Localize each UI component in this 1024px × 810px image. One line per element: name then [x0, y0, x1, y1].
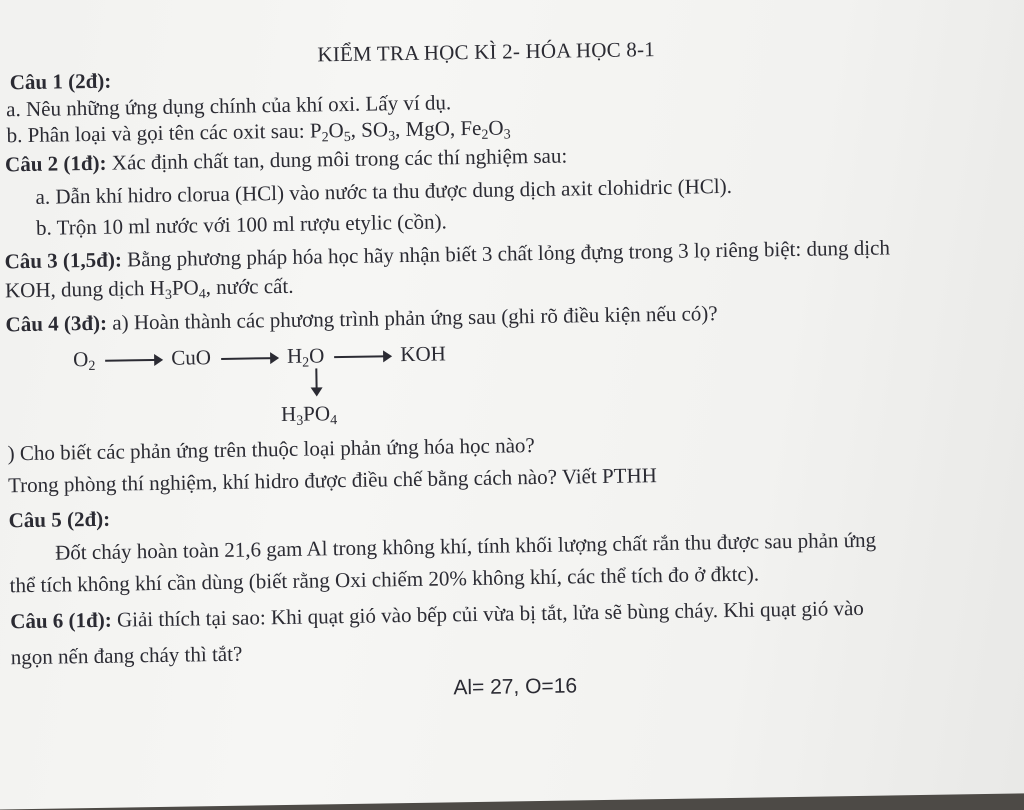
- q2-line: [5, 143, 568, 176]
- q4-part-c: Trong phòng thí nghiệm, khí hidro được điều chế bằng cách nào? Viết PTHH: [7, 463, 658, 498]
- q2-part-b: b. Trộn 10 ml nước với 100 ml rượu etylic (cồn).: [35, 209, 447, 240]
- atomic-masses: Al= 27, O=16: [453, 674, 578, 700]
- page-title: KIỂM TRA HỌC KÌ 2- HÓA HỌC 8-1: [317, 37, 656, 67]
- right-arrow-icon: [105, 359, 161, 362]
- q3-heading: Câu 3 (1,5đ):: [4, 247, 123, 274]
- formula-cuo: CuO: [171, 345, 212, 370]
- right-arrow-icon: [221, 357, 277, 360]
- formula-h2o: $H_2O$: [286, 343, 325, 371]
- q5-line-1: Đốt cháy hoàn toàn 21,6 gam Al trong không khí, tính khối lượng chất rắn thu được sau phản ứng: [54, 527, 877, 565]
- q6-text: Giải thích tại sao: Khi quạt gió vào bếp củi vừa bị tắt, lửa sẽ bùng cháy. Khi quạt gió vào: [111, 595, 864, 632]
- q3-line-2: KOH, dung dịch $H_3PO_4$, nước cất.: [4, 273, 294, 303]
- right-arrow-icon: [334, 355, 390, 358]
- q4-text: a) Hoàn thành các phương trình phản ứng sau (ghi rõ điều kiện nếu có)?: [106, 301, 718, 335]
- formula-koh: KOH: [400, 341, 446, 367]
- q3-line: [4, 235, 890, 273]
- formula-o2: $O_2$: [72, 347, 96, 375]
- q1-part-b-text: b. Phân loại và gọi tên các oxit sau:: [6, 118, 311, 148]
- q5-line-2: thể tích không khí cần dùng (biết rằng Oxi chiếm 20% không khí, các thể tích đo ở đktc).: [9, 561, 760, 598]
- q1-part-b: [6, 115, 510, 147]
- q4-line: [5, 301, 717, 336]
- formula-h3po4: $H_3PO_4$: [280, 401, 338, 429]
- reaction-scheme: [72, 341, 446, 375]
- q6-heading: Câu 6 (1đ):: [10, 607, 112, 634]
- oxide-list: $P_2O_5$, $SO_3$, MgO, $Fe_2O_3$: [309, 115, 511, 146]
- q1-part-a: a. Nêu những ứng dụng chính của khí oxi. Lấy ví dụ.: [6, 90, 452, 122]
- q6-line-2: ngọn nến đang cháy thì tắt?: [10, 641, 243, 670]
- q2-part-a: a. Dẫn khí hidro clorua (HCl) vào nước ta thu được dung dịch axit clohidric (HCl).: [35, 173, 733, 209]
- q2-heading: Câu 2 (1đ):: [4, 150, 107, 177]
- q1-heading: Câu 1 (2đ):: [9, 68, 112, 95]
- q5-heading: Câu 5 (2đ):: [8, 506, 111, 533]
- q3-text: Bằng phương pháp hóa học hãy nhận biết 3 chất lỏng đựng trong 3 lọ riêng biệt: dung dịch: [121, 235, 891, 272]
- q4-heading: Câu 4 (3đ):: [5, 310, 108, 337]
- q4-part-b: ) Cho biết các phản ứng trên thuộc loại phản ứng hóa học nào?: [7, 433, 535, 466]
- down-arrow-icon: [315, 368, 317, 392]
- q2-text: Xác định chất tan, dung môi trong các thí nghiệm sau:: [106, 143, 568, 175]
- q6-line: [10, 596, 864, 633]
